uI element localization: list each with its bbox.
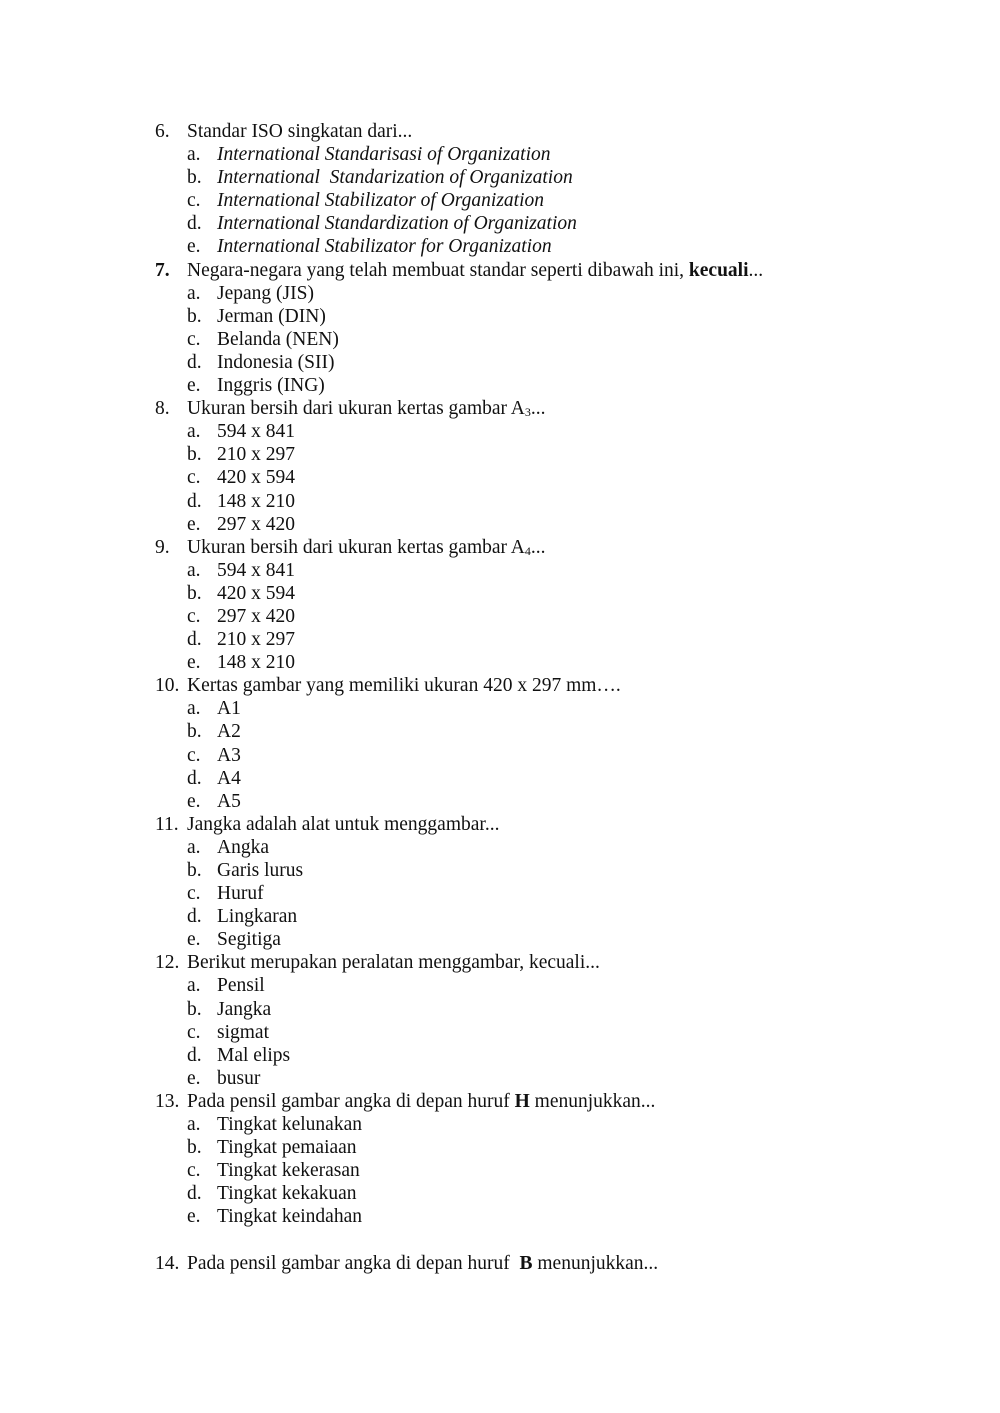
question-11 [155,813,955,836]
option-letter: a. [187,1114,201,1136]
option-9a [155,559,955,582]
option-text: A1 [217,698,241,720]
option-8b [155,443,955,466]
option-letter: b. [187,582,202,604]
question-number: 7. [155,259,170,281]
option-text: International Standardization of Organization [217,213,577,235]
option-text: A2 [217,721,241,743]
option-letter: d. [187,767,202,789]
option-13a [155,1113,955,1136]
option-text: Tingkat kekakuan [217,1183,357,1205]
option-letter: a. [187,282,201,304]
option-letter: e. [187,236,201,258]
option-13c [155,1159,955,1182]
option-letter: e. [187,1206,201,1228]
option-text: Jangka [217,998,272,1020]
option-10e [155,790,955,813]
question-text: Negara-negara yang telah membuat standar seperti dibawah ini, kecuali... [187,259,764,281]
option-text: Tingkat kekerasan [217,1160,360,1182]
option-10a [155,697,955,720]
option-letter: d. [187,490,202,512]
option-10d [155,767,955,790]
question-6 [155,120,955,143]
option-text: International Standarisasi of Organization [217,144,551,166]
option-letter: d. [187,351,202,373]
option-text: Tingkat keindahan [217,1206,362,1228]
question-number: 8. [155,398,170,420]
option-letter: e. [187,1067,201,1089]
option-12c [155,1021,955,1044]
option-letter: d. [187,1183,202,1205]
question-list [155,120,955,1275]
option-9e [155,651,955,674]
option-letter: c. [187,190,201,212]
option-12a [155,974,955,997]
option-text: Belanda (NEN) [217,328,339,350]
option-letter: b. [187,998,202,1020]
option-13b [155,1136,955,1159]
option-text: 297 x 420 [217,513,295,535]
option-text: Mal elips [217,1044,291,1066]
option-12e [155,1067,955,1090]
question-text: Ukuran bersih dari ukuran kertas gambar $A_4$... [187,536,546,558]
option-text: Angka [217,836,269,858]
question-text: Kertas gambar yang memiliki ukuran 420 x 297 mm…. [187,675,621,697]
question-number: 10. [155,675,180,697]
option-text: sigmat [217,1021,269,1043]
option-text: International Stabilizator of Organization [217,190,545,212]
question-number: 9. [155,536,170,558]
option-letter: b. [187,860,202,881]
option-letter: d. [187,1044,202,1066]
option-text: Tingkat kelunakan [217,1114,362,1136]
option-text: 594 x 841 [217,559,295,581]
option-9c [155,605,955,628]
option-text: Segitiga [217,929,281,951]
option-letter: c. [187,1021,201,1043]
option-text: 420 x 594 [217,582,295,604]
option-text: Jerman (DIN) [217,305,326,327]
option-text: busur [217,1067,261,1089]
option-text: Lingkaran [217,906,298,928]
option-10b [155,720,955,743]
option-text: International Stabilizator for Organization [217,236,552,258]
option-letter: e. [187,375,201,397]
question-9 [155,536,955,559]
option-11b [155,859,955,882]
option-7b [155,305,955,328]
option-letter: b. [187,1137,202,1159]
option-text: 594 x 841 [217,421,295,443]
option-letter: e. [187,929,201,951]
option-6a [155,143,955,166]
question-number: 6. [155,121,170,142]
option-letter: c. [187,328,201,350]
option-7a [155,282,955,305]
option-13e [155,1205,955,1228]
option-7e [155,374,955,397]
option-text: Jepang (JIS) [217,282,314,304]
question-12 [155,951,955,974]
option-letter: a. [187,698,201,720]
option-letter: b. [187,444,202,466]
option-6e [155,235,955,258]
option-7d [155,351,955,374]
option-letter: c. [187,605,201,627]
question-number: 14. [155,1253,180,1274]
option-letter: d. [187,213,202,235]
option-text: International Standarization of Organization [217,167,573,189]
option-text: A5 [217,790,241,812]
option-8e [155,513,955,536]
option-text: 148 x 210 [217,490,295,512]
question-7 [155,259,955,282]
option-text: Tingkat pemaiaan [217,1137,357,1159]
question-text: Berikut merupakan peralatan menggambar, kecuali... [187,952,600,974]
option-letter: e. [187,652,201,674]
option-letter: c. [187,467,201,489]
option-text: 420 x 594 [217,467,295,489]
question-8 [155,397,955,420]
option-7c [155,328,955,351]
option-letter: a. [187,144,201,166]
option-12b [155,998,955,1021]
option-letter: b. [187,305,202,327]
option-text: 148 x 210 [217,652,295,674]
question-13 [155,1090,955,1113]
option-11d [155,905,955,928]
question-text: Standar ISO singkatan dari... [187,121,413,142]
option-letter: d. [187,906,202,928]
option-9d [155,628,955,651]
option-letter: a. [187,421,201,443]
option-text: Garis lurus [217,860,304,881]
question-10 [155,674,955,697]
question-text: Ukuran bersih dari ukuran kertas gambar $A_3$... [187,398,546,420]
option-letter: b. [187,167,202,189]
option-letter: c. [187,883,201,905]
question-number: 12. [155,952,180,974]
option-letter: a. [187,559,201,581]
option-6d [155,212,955,235]
option-text: A4 [217,767,241,789]
option-letter: a. [187,975,201,997]
option-11c [155,882,955,905]
option-text: Huruf [217,883,264,905]
option-text: Indonesia (SII) [217,351,335,373]
option-11e [155,928,955,951]
option-text: 210 x 297 [217,444,295,466]
option-13d [155,1182,955,1205]
option-6b [155,166,955,189]
option-letter: a. [187,836,201,858]
option-8a [155,420,955,443]
option-9b [155,582,955,605]
option-6c [155,189,955,212]
question-number: 13. [155,1090,180,1112]
option-12d [155,1044,955,1067]
option-8c [155,466,955,489]
option-text: Inggris (ING) [217,375,325,397]
question-text: Jangka adalah alat untuk menggambar... [187,813,500,835]
question-text: Pada pensil gambar angka di depan huruf B menunjukkan... [187,1253,659,1274]
option-text: A3 [217,744,241,766]
option-text: 210 x 297 [217,629,295,651]
option-letter: d. [187,629,202,651]
question-text: Pada pensil gambar angka di depan huruf H menunjukkan... [187,1090,656,1112]
question-14 [155,1252,955,1275]
option-letter: e. [187,513,201,535]
option-letter: c. [187,744,201,766]
option-text: Pensil [217,975,265,997]
option-letter: b. [187,721,202,743]
option-letter: c. [187,1160,201,1182]
option-11a [155,836,955,859]
option-text: 297 x 420 [217,605,295,627]
spacer [155,1229,955,1253]
option-letter: e. [187,790,201,812]
option-8d [155,490,955,513]
option-10c [155,744,955,767]
question-number: 11. [155,813,179,835]
